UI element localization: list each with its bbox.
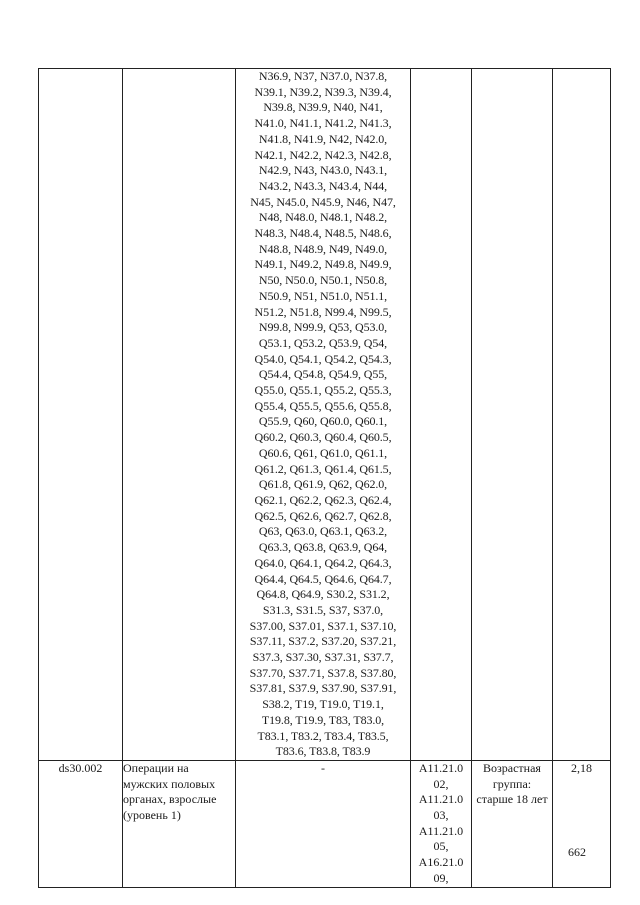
tariff-table (38, 68, 611, 888)
diagnosis-codes-line: N39.1, N39.2, N39.3, N39.4, (254, 84, 392, 99)
criteria-cell-empty (472, 69, 553, 761)
diagnosis-codes-line: N43.2, N43.3, N43.4, N44, (258, 178, 388, 193)
group-name-line: органах, взрослые (123, 792, 217, 807)
diagnosis-codes-line: S37.81, S37.9, S37.90, S37.91, (249, 681, 397, 696)
diagnosis-codes-line: T83.1, T83.2, T83.4, T83.5, (257, 728, 389, 743)
table-row-continuation (39, 69, 611, 761)
diagnosis-codes-line: S31.3, S31.5, S37, S37.0, (262, 602, 384, 617)
diagnosis-codes-line: N41.8, N41.9, N42, N42.0, (258, 131, 388, 146)
diagnosis-codes-line: S37.70, S37.71, S37.8, S37.80, (249, 665, 397, 680)
diagnosis-codes-line: N48, N48.0, N48.1, N48.2, (258, 210, 388, 225)
diagnosis-codes-line: S37.3, S37.30, S37.31, S37.7, (252, 650, 394, 665)
diagnosis-codes-line: Q54.0, Q54.1, Q54.2, Q54.3, (254, 351, 392, 366)
service-code-line: 05, (433, 839, 449, 854)
diagnosis-codes-line: T83.6, T83.8, T83.9 (275, 744, 371, 759)
name-cell-empty (123, 69, 236, 761)
diagnosis-codes-line: Q64.4, Q64.5, Q64.6, Q64.7, (254, 571, 392, 586)
diagnosis-codes-line: S37.00, S37.01, S37.1, S37.10, (249, 618, 397, 633)
diagnosis-codes-line: Q64.8, Q64.9, S30.2, S31.2, (256, 587, 390, 602)
diagnosis-codes-line: Q55.4, Q55.5, Q55.6, Q55.8, (254, 398, 392, 413)
group-name-line: (уровень 1) (123, 808, 181, 823)
group-name-lines (123, 761, 235, 824)
diagnosis-codes-line: Q60.2, Q60.3, Q60.4, Q60.5, (254, 430, 392, 445)
diagnosis-codes-line: Q62.5, Q62.6, Q62.7, Q62.8, (254, 508, 392, 523)
diagnosis-codes-line: Q53.1, Q53.2, Q53.9, Q54, (258, 335, 388, 350)
diagnosis-codes-line: N42.1, N42.2, N42.3, N42.8, (254, 147, 392, 162)
diagnosis-codes-line: N50.9, N51, N51.0, N51.1, (258, 288, 388, 303)
diagnosis-codes-line: N48.8, N48.9, N49, N49.0, (258, 241, 388, 256)
criteria-line: Возрастная (483, 760, 541, 775)
diagnosis-codes-line: N48.3, N48.4, N48.5, N48.6, (254, 226, 392, 241)
group-name-line: Операции на (123, 760, 189, 775)
service-code-line: 02, (433, 776, 449, 791)
diagnosis-codes-line: Q61.2, Q61.3, Q61.4, Q61.5, (254, 461, 392, 476)
diagnosis-codes-line: N36.9, N37, N37.0, N37.8, (258, 69, 388, 83)
diagnosis-codes-line: N50, N50.0, N50.1, N50.8, (258, 273, 388, 288)
diagnosis-codes-line: Q62.1, Q62.2, Q62.3, Q62.4, (254, 492, 392, 507)
diagnosis-codes-line: Q63.3, Q63.8, Q63.9, Q64, (258, 540, 388, 555)
group-code-cell: ds30.002 (39, 760, 123, 887)
diagnosis-codes-line: Q55.0, Q55.1, Q55.2, Q55.3, (254, 383, 392, 398)
diagnosis-codes-line: Q63, Q63.0, Q63.1, Q63.2, (258, 524, 388, 539)
diagnosis-codes-line: N42.9, N43, N43.0, N43.1, (258, 163, 388, 178)
code-cell-empty (39, 69, 123, 761)
service-code-line: 09, (433, 870, 449, 885)
diagnosis-codes-line: Q55.9, Q60, Q60.0, Q60.1, (258, 414, 388, 429)
diagnoses-cell: - (236, 760, 411, 887)
diagnosis-codes-cell (236, 69, 411, 761)
diagnosis-codes-line: S38.2, T19, T19.0, T19.1, (262, 697, 384, 712)
diagnosis-codes-line: N51.2, N51.8, N99.4, N99.5, (254, 304, 392, 319)
diagnosis-codes-line: N45, N45.0, N45.9, N46, N47, (250, 194, 396, 209)
diagnosis-codes-line: N41.0, N41.1, N41.2, N41.3, (254, 116, 392, 131)
service-cell-empty (411, 69, 472, 761)
diagnosis-codes-line: N49.1, N49.2, N49.8, N49.9, (254, 257, 392, 272)
diagnosis-codes-line: Q61.8, Q61.9, Q62, Q62.0, (258, 477, 388, 492)
coefficient-cell: 2,18 (553, 760, 611, 887)
group-name-cell (123, 760, 236, 887)
criteria-lines (472, 761, 552, 808)
diagnosis-codes-line: Q54.4, Q54.8, Q54.9, Q55, (258, 367, 388, 382)
criteria-line: группа: (492, 776, 532, 791)
criteria-line: старше 18 лет (476, 792, 548, 807)
service-code-line: A11.21.0 (418, 823, 464, 838)
table-row-ds30-002 (39, 760, 611, 887)
coefficient-cell-empty (553, 69, 611, 761)
diagnosis-codes-line: N99.8, N99.9, Q53, Q53.0, (258, 320, 388, 335)
criteria-cell (472, 760, 553, 887)
service-codes-cell (411, 760, 472, 887)
service-codes-lines (411, 761, 471, 887)
diagnosis-codes-line: Q60.6, Q61, Q61.0, Q61.1, (258, 445, 388, 460)
service-code-line: 03, (433, 808, 449, 823)
diagnosis-codes-line: S37.11, S37.2, S37.20, S37.21, (249, 634, 397, 649)
diagnosis-codes-line: T19.8, T19.9, T83, T83.0, (261, 712, 385, 727)
diagnosis-codes-line: Q64.0, Q64.1, Q64.2, Q64.3, (254, 555, 392, 570)
service-code-line: A11.21.0 (418, 760, 464, 775)
group-name-line: мужских половых (123, 776, 216, 791)
service-code-line: A16.21.0 (418, 855, 464, 870)
service-code-line: A11.21.0 (418, 792, 464, 807)
diagnosis-codes-line: N39.8, N39.9, N40, N41, (263, 100, 383, 115)
diagnosis-codes-list (236, 69, 410, 760)
page-number: 662 (568, 845, 586, 859)
